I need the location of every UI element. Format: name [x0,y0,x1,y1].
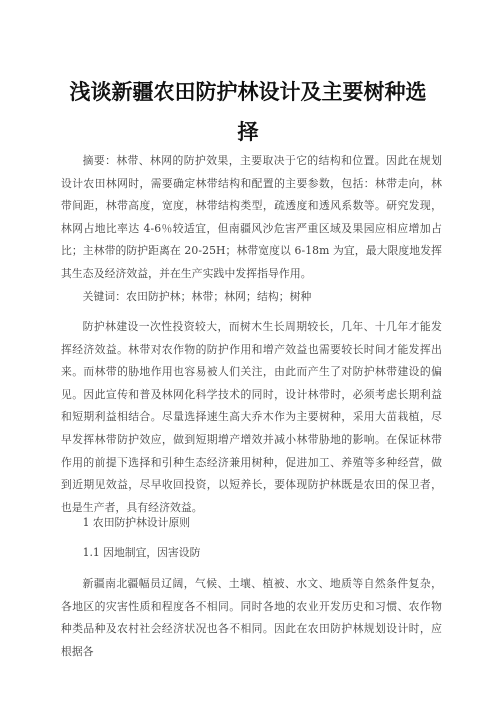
document-title: 浅谈新疆农田防护林设计及主要树种选择 [69,80,427,144]
abstract-paragraph: 摘要：林带、林网的防护效果，主要取决于它的结构和位置。因此在规划设计农田林网时，需要确定林带结构和配置的主要参数，包括：林带走向，林带间距，林带高度，宽度，林带结构类型，疏透度和透风系数等。研究发现，林网占地比率达 4-6％较适宜，但南疆风沙危害严重区域及果园应相应增加占比；主林带的防护距离在 20-25H；林带宽度以 6-18m 为宜，最大限度地发挥其生态及经济效益，并在生产实践中发挥指导作用。 [61,154,442,280]
section-paragraph: 新疆南北疆幅员辽阔，气候、土壤、植被、水文、地质等自然条件复杂，各地区的灾害性质和程度各不相同。同时各地的农业开发历史和习惯、农作物种类品种及农村社会经济状况也各不相同。因此在农田防护林规划设计时，应根据各 [61,577,442,658]
section-heading: 1 农田防护林设计原则 [82,516,191,529]
intro-paragraph: 防护林建设一次性投资较大，而树木生长周期较长，几年、十几年才能发挥经济效益。林带对农作物的防护作用和增产效益也需要较长时间才能发挥出来。而林带的胁地作用也容易被人们关注，由此而产生了对防护林带建设的偏见。因此宣传和普及林网化科学技术的同时，设计林带时，必须考虑长期利益和短期利益相结合。尽量选择速生高大乔木作为主要树种，采用大苗栽植，尽早发挥林带防护效应，做到短期增产增效并减小林带胁地的影响。在保证林带作用的前提下选择和引种生态经济兼用树种，促进加工、养殖等多种经营，做到近期见效益，尽早收回投资，以短养长，要体现防护林既是农田的保卫者，也是生产者，具有经济效益。 [61,320,442,514]
subsection-heading: 1.1 因地制宜，因害设防 [82,546,201,559]
keywords-paragraph: 关键词：农田防护林；林带；林网；结构；树种 [82,290,312,303]
